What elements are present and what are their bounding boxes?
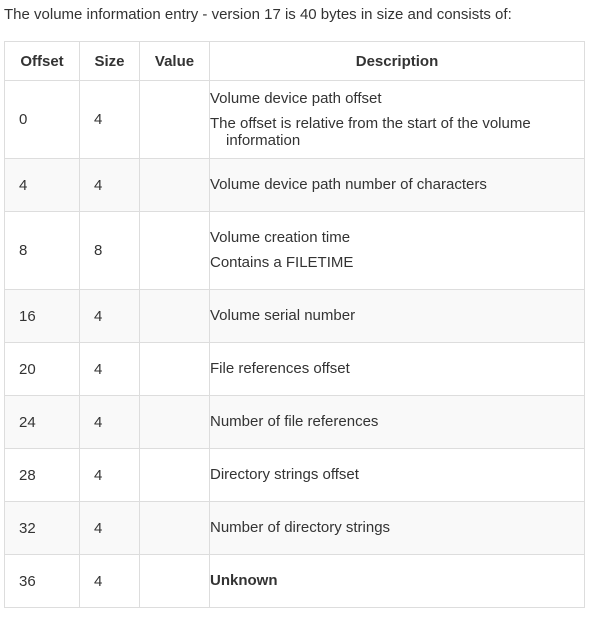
value-cell (140, 81, 210, 159)
description-text: Number of file references (210, 413, 379, 430)
table-row (5, 449, 585, 502)
description-text: Unknown (210, 572, 278, 589)
size-cell (80, 81, 140, 159)
size-value: 4 (94, 111, 103, 128)
value-cell (140, 159, 210, 212)
header-description: Description (210, 42, 585, 81)
description-cell (210, 159, 585, 212)
offset-value: 32 (19, 519, 36, 537)
description-text: File references offset (210, 360, 350, 377)
table-row (5, 159, 585, 212)
value-cell (140, 396, 210, 449)
description-cell (210, 502, 585, 555)
size-value: 4 (94, 307, 103, 325)
table-row (5, 396, 585, 449)
offset-cell (5, 343, 80, 396)
offset-cell (5, 396, 80, 449)
table-row (5, 290, 585, 343)
description-cell (210, 290, 585, 343)
size-value: 4 (94, 176, 103, 194)
table-row (5, 81, 585, 159)
description-cell (210, 555, 585, 608)
header-value: Value (140, 42, 210, 81)
header-size: Size (80, 42, 140, 81)
size-cell (80, 212, 140, 290)
size-cell (80, 449, 140, 502)
offset-value: 0 (19, 111, 28, 128)
size-value: 4 (94, 413, 103, 431)
offset-value: 8 (19, 242, 28, 259)
value-cell (140, 449, 210, 502)
value-cell (140, 555, 210, 608)
size-value: 4 (94, 360, 103, 378)
offset-cell (5, 81, 80, 159)
size-value: 4 (94, 519, 103, 537)
offset-value: 16 (19, 307, 36, 325)
description-note: Contains a FILETIME (210, 254, 354, 271)
description-text: Directory strings offset (210, 466, 359, 483)
volume-information-table (4, 41, 585, 608)
value-cell (140, 343, 210, 396)
size-value: 8 (94, 242, 103, 259)
description-note-line1: The offset is relative from the start of the volume (210, 115, 531, 132)
description-cell (210, 81, 585, 159)
size-cell (80, 159, 140, 212)
table-row (5, 502, 585, 555)
table-row (5, 212, 585, 290)
description-cell (210, 396, 585, 449)
description-cell (210, 449, 585, 502)
offset-value: 28 (19, 466, 36, 484)
offset-cell (5, 159, 80, 212)
offset-value: 20 (19, 360, 36, 378)
header-offset: Offset (5, 42, 80, 81)
value-cell (140, 212, 210, 290)
description-note-line2: information (226, 132, 301, 149)
value-cell (140, 290, 210, 343)
description-text: Volume device path offset (210, 90, 382, 107)
size-cell (80, 502, 140, 555)
offset-value: 24 (19, 413, 36, 431)
table-row (5, 343, 585, 396)
offset-cell (5, 212, 80, 290)
description-text: Number of directory strings (210, 519, 391, 536)
description-cell (210, 212, 585, 290)
table-row (5, 555, 585, 608)
offset-value: 4 (19, 176, 28, 194)
description-note (210, 115, 584, 149)
offset-cell (5, 555, 80, 608)
size-cell (80, 555, 140, 608)
size-value: 4 (94, 466, 103, 484)
intro-text: The volume information entry - version 17 is 40 bytes in size and consists of: (4, 6, 512, 23)
description-text: Volume creation time (210, 229, 351, 246)
size-cell (80, 396, 140, 449)
size-cell (80, 290, 140, 343)
size-value: 4 (94, 572, 103, 590)
value-cell (140, 502, 210, 555)
offset-cell (5, 449, 80, 502)
offset-value: 36 (19, 572, 36, 590)
table-header-row (5, 42, 585, 81)
offset-cell (5, 502, 80, 555)
description-cell (210, 343, 585, 396)
description-text: Volume serial number (210, 307, 356, 324)
description-text: Volume device path number of characters (210, 176, 487, 193)
size-cell (80, 343, 140, 396)
offset-cell (5, 290, 80, 343)
